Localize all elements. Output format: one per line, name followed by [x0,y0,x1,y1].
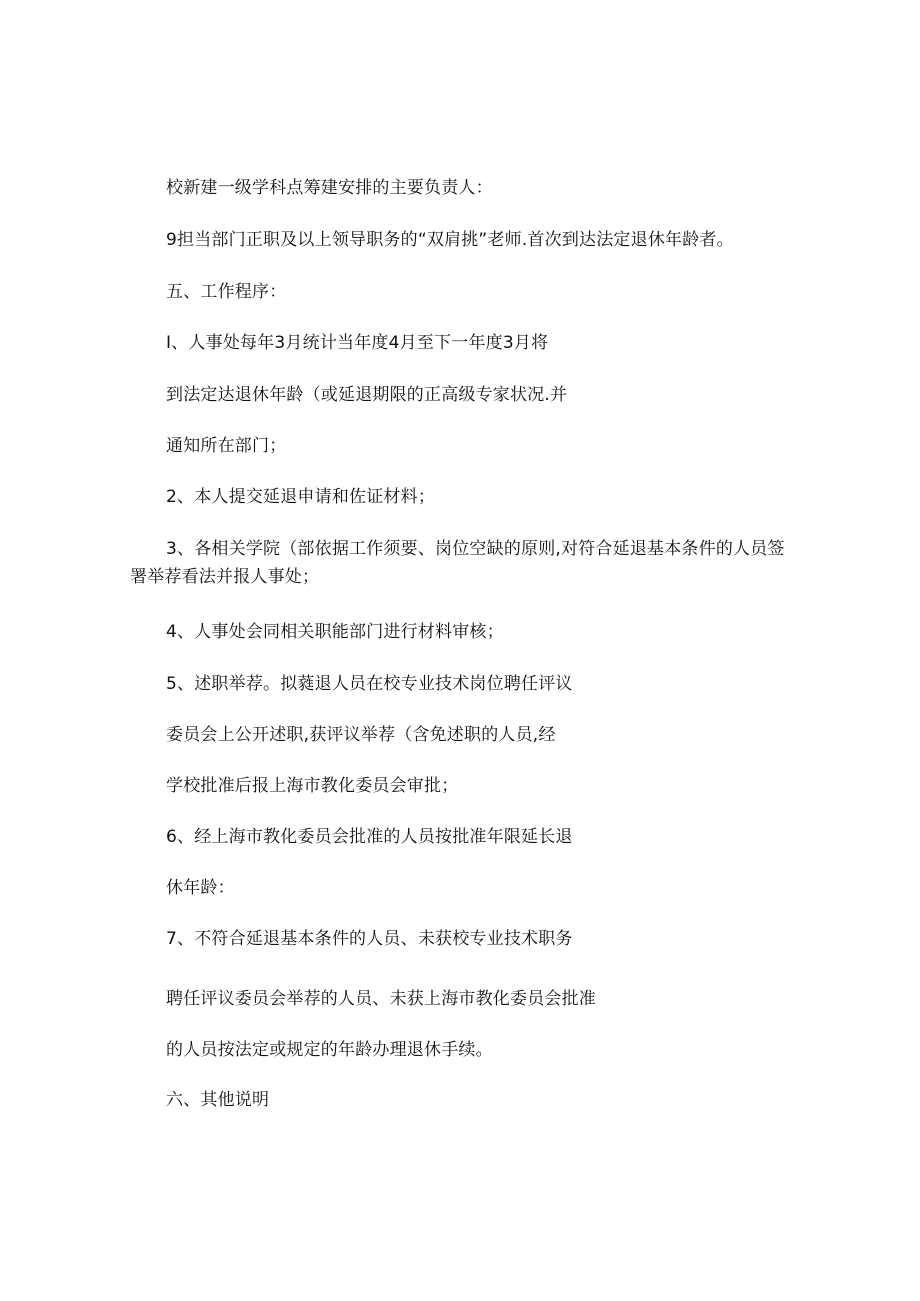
text-line: 学校批准后报上海市教化委员会审批； [166,776,459,796]
text-line: 9担当部门正职及以上领导职务的“双肩挑”老师.首次到达法定退休年龄者。 [166,230,734,250]
text-line: 聘任评议委员会举荐的人员、未获上海市教化委员会批准 [166,989,596,1009]
text-line: 6、经上海市教化委员会批准的人员按批准年限延长退 [166,827,573,847]
text-line: 的人员按法定或规定的年龄办理退休手续。 [166,1040,493,1060]
text-line: 7、不符合延退基本条件的人员、未获校专业技术职务 [166,929,573,949]
text-line: 委员会上公开述职,获评议举荐（含免述职的人员,经 [166,725,556,745]
text-line: 校新建一级学科点筹建安排的主要负责人： [166,178,493,198]
section-heading: 五、工作程序： [166,282,287,302]
text-line: 休年龄： [166,878,235,898]
section-heading: 六、其他说明 [166,1090,270,1110]
text-line: 5、述职举荐。拟蕤退人员在校专业技术岗位聘任评议 [166,674,573,694]
text-line: 2、本人提交延退申请和佐证材料； [166,487,436,507]
text-line: 到法定达退休年龄（或延退期限的正高级专家状况.并 [166,385,568,405]
text-line: I、人事处每年3月统计当年度4月至下一年度3月将 [166,333,549,353]
text-line: 通知所在部门； [166,436,287,456]
text-line: 4、人事处会同相关职能部门进行材料审核； [166,622,504,642]
text-paragraph: 3、各相关学院（部依据工作须要、岗位空缺的原则,对符合延退基本条件的人员签署举荐看法并报人事处； [130,539,785,587]
